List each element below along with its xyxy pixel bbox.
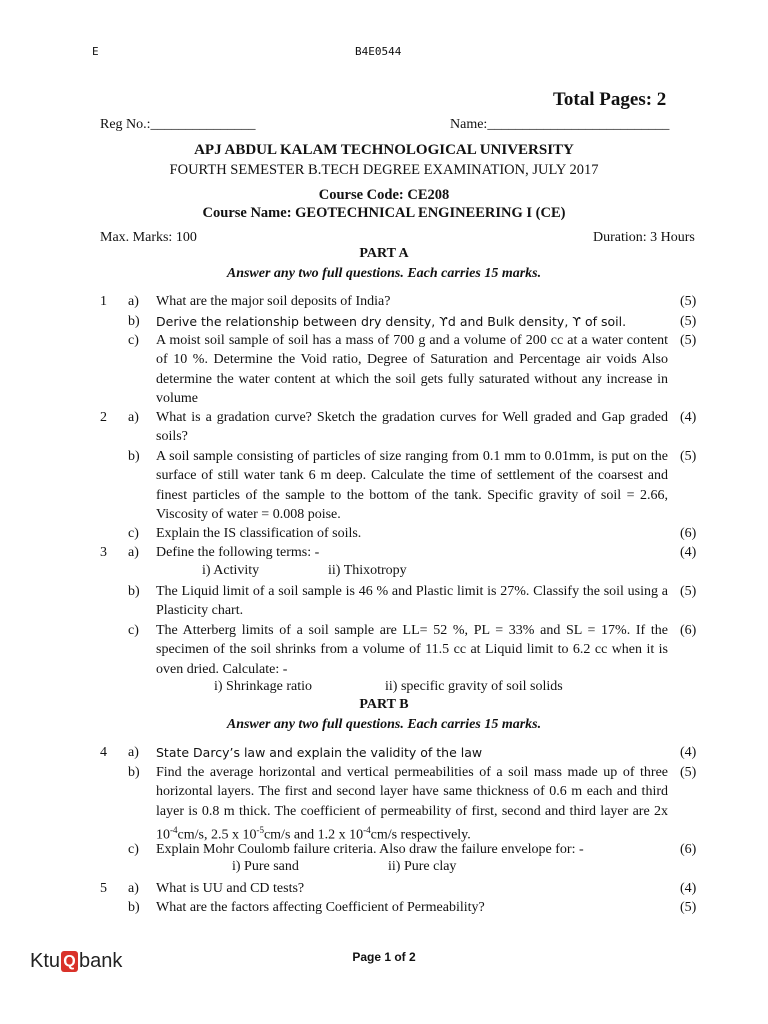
- question-text: State Darcy’s law and explain the validity of the law: [156, 745, 483, 760]
- question-text: The Atterberg limits of a soil sample are LL= 52 %, PL = 33% and SL = 17%. If the specimen of the soil shrinks from a volume of 11.5 cc at Liquid limit to 6.2 cc when it is oven dried. Calculate: -: [156, 623, 668, 677]
- question-number: 3: [100, 545, 107, 560]
- marks: (5): [680, 294, 697, 309]
- logo-q-icon: Q: [61, 951, 78, 972]
- option-specific-gravity: ii) specific gravity of soil solids: [385, 679, 563, 694]
- question-text: Explain the IS classification of soils.: [156, 526, 362, 541]
- exponent: -4: [363, 825, 371, 836]
- subquestion-label: a): [128, 545, 139, 560]
- question-text: The Liquid limit of a soil sample is 46 % and Plastic limit is 27%. Classify the soil using a Plasticity chart.: [156, 584, 668, 619]
- university-name: APJ ABDUL KALAM TECHNOLOGICAL UNIVERSITY: [194, 142, 574, 158]
- question-text: What are the major soil deposits of India?: [156, 294, 391, 309]
- marks: (6): [680, 623, 697, 638]
- subquestion-label: b): [128, 765, 140, 780]
- marks: (4): [680, 410, 697, 425]
- question-text-part: cm/s respectively.: [370, 827, 471, 843]
- option-pure-sand: i) Pure sand: [232, 859, 299, 874]
- question-number: 5: [100, 881, 107, 896]
- part-b-title: PART B: [359, 697, 409, 712]
- question-number: 4: [100, 745, 107, 760]
- marks: (4): [680, 881, 697, 896]
- logo-text-bank: bank: [79, 950, 123, 972]
- subquestion-label: b): [128, 449, 140, 464]
- question-text: A moist soil sample of soil has a mass of 700 g and a volume of 200 cc at a water content of 10 %. Determine the Void ratio, Degree of Saturation and Percentage air voids Also determine the water content at which the soil gets fully saturated without any increase in volume: [156, 333, 668, 407]
- paper-series-code: E: [92, 45, 99, 58]
- marks: (6): [680, 842, 697, 857]
- question-text: What is UU and CD tests?: [156, 881, 305, 896]
- question-text-part: cm/s, 2.5 x 10: [177, 827, 257, 843]
- question-text: Derive the relationship between dry density, ϒd and Bulk density, ϒ of soil.: [156, 314, 627, 329]
- question-text: Explain Mohr Coulomb failure criteria. Also draw the failure envelope for: -: [156, 842, 584, 857]
- question-number: 2: [100, 410, 107, 425]
- reg-no-field: Reg No.:_______________: [100, 117, 256, 132]
- marks: (5): [680, 900, 697, 915]
- max-marks: Max. Marks: 100: [100, 230, 197, 245]
- subquestion-label: c): [128, 333, 139, 348]
- subquestion-label: a): [128, 294, 139, 309]
- marks: (5): [680, 449, 697, 464]
- marks: (4): [680, 745, 697, 760]
- option-shrinkage-ratio: i) Shrinkage ratio: [214, 679, 312, 694]
- part-b-instruction: Answer any two full questions. Each carries 15 marks.: [226, 717, 542, 732]
- part-a-instruction: Answer any two full questions. Each carries 15 marks.: [226, 266, 542, 281]
- marks: (6): [680, 526, 697, 541]
- question-text: A soil sample consisting of particles of size ranging from 0.1 mm to 0.01mm, is put on the surface of still water tank 6 m deep. Calculate the time of settlement of the coarsest and finest particles of the sample to the bottom of the tank. Specific gravity of soil = 2.66, Viscosity of water = 0.008 poise.: [156, 449, 668, 523]
- course-code: Course Code: CE208: [318, 187, 450, 203]
- question-text: What is a gradation curve? Sketch the gradation curves for Well graded and Gap graded soils?: [156, 410, 668, 445]
- subquestion-label: b): [128, 900, 140, 915]
- marks: (5): [680, 333, 697, 348]
- page-number: Page 1 of 2: [352, 950, 416, 964]
- marks: (5): [680, 314, 697, 329]
- question-number: 1: [100, 294, 107, 309]
- option-thixotropy: ii) Thixotropy: [328, 563, 407, 578]
- subquestion-label: c): [128, 526, 139, 541]
- course-name: Course Name: GEOTECHNICAL ENGINEERING I (CE): [202, 205, 566, 221]
- ktuqbank-logo: [30, 950, 122, 973]
- subquestion-label: b): [128, 584, 140, 599]
- logo-text-ktu: Ktu: [30, 950, 61, 972]
- document-code: B4E0544: [355, 45, 402, 58]
- question-text-part: Find the average horizontal and vertical permeabilities of a soil mass made up of three horizontal layers. The first and second layer have same thickness of 0.6 m each and third layer is 0.8 m thick. The coefficient of permeability of first, second and third layer are 2x 10: [156, 765, 668, 843]
- total-pages: Total Pages: 2: [553, 89, 667, 110]
- exponent: -5: [256, 825, 264, 836]
- question-text: What are the factors affecting Coefficient of Permeability?: [156, 900, 485, 915]
- subquestion-label: c): [128, 623, 139, 638]
- question-text: Define the following terms: -: [156, 545, 320, 560]
- option-pure-clay: ii) Pure clay: [388, 859, 457, 874]
- marks: (5): [680, 765, 697, 780]
- marks: (5): [680, 584, 697, 599]
- subquestion-label: c): [128, 842, 139, 857]
- marks: (4): [680, 545, 697, 560]
- exponent: -4: [170, 825, 178, 836]
- subquestion-label: b): [128, 314, 140, 329]
- question-text-part: cm/s and 1.2 x 10: [263, 827, 364, 843]
- subquestion-label: a): [128, 410, 139, 425]
- duration: Duration: 3 Hours: [593, 230, 695, 245]
- part-a-title: PART A: [359, 246, 409, 261]
- subquestion-label: a): [128, 881, 139, 896]
- exam-title: FOURTH SEMESTER B.TECH DEGREE EXAMINATION, JULY 2017: [169, 162, 599, 178]
- option-activity: i) Activity: [202, 563, 260, 578]
- subquestion-label: a): [128, 745, 139, 760]
- name-field: Name:__________________________: [450, 117, 670, 132]
- question-text: [156, 763, 668, 845]
